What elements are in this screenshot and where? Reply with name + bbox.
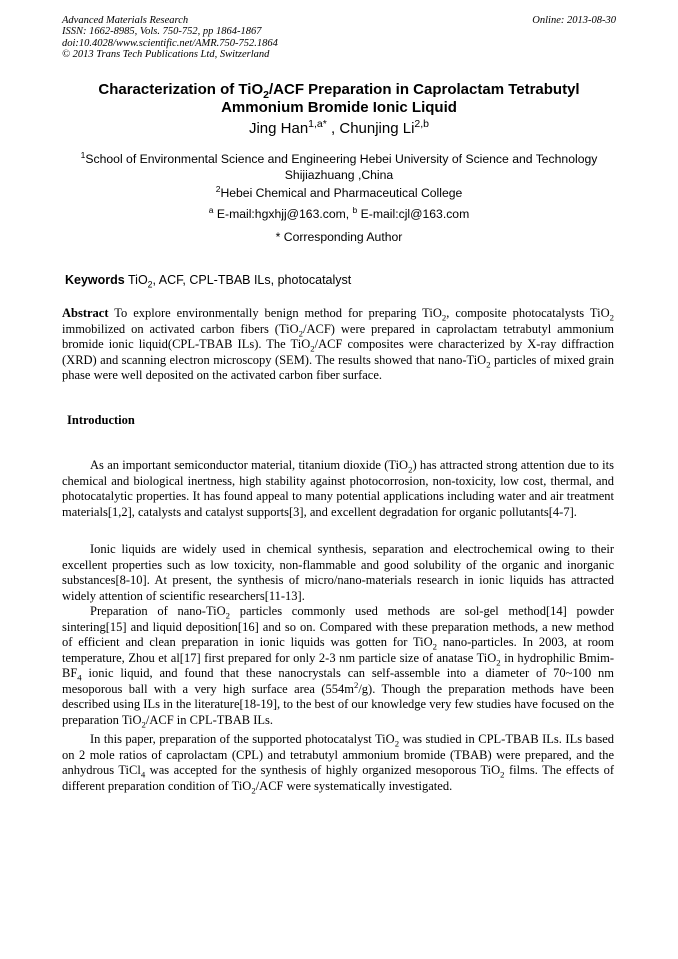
keywords: Keywords TiO$_2$, ACF, CPL-TBAB ILs, photocatalyst	[65, 273, 352, 290]
abstract-label: Abstract	[62, 306, 109, 320]
keywords-label: Keywords	[65, 273, 125, 287]
introduction-heading: Introduction	[67, 413, 135, 427]
paper-title	[60, 81, 618, 116]
intro-paragraph-4: In this paper, preparation of the supported photocatalyst TiO$_2$ was studied in CPL-TBAB ILs. ILs based on 2 mole ratios of caprolactam (CPL) and tetrabutyl ammonium bromide (TBAB) were prepared, and the anhydrous TiCl$_4$ was accepted for the synthesis of highly organized mesoporous TiO$_2$ films. The effects of different preparation condition of TiO$_2$/ACF were systematically investigated.	[62, 732, 615, 795]
author-1: Jing Han	[248, 120, 309, 137]
copyright-line: © 2013 Trans Tech Publications Ltd, Switzerland	[62, 48, 270, 60]
intro-paragraph-1: As an important semiconductor material, titanium dioxide (TiO$_2$) has attracted strong attention due to its chemical and biological inertness, high stability against photocorrosion, non-toxicity, low cost, thermal, and photocatalytic properties. It has found appeal to many potential applications including water and air treatment materials[1,2], catalysts and catalyst supports[3], and excellent degradation for organic pollutants[4-7].	[62, 458, 614, 519]
author-emails: $^a$ E-mail:hgxhjj@163.com, $^b$ E-mail:cjl@163.com	[208, 204, 470, 221]
abstract: Abstract To explore environmentally benign method for preparing TiO$_2$, composite photocatalysts TiO$_2$ immobilized on activated carbon fibers (TiO$_2$/ACF) were prepared in caprolactam tetrabutyl ammonium bromide ionic liquid(CPL-TBAB ILs). The TiO$_2$/ACF composites were characterized by X-ray diffraction (XRD) and scanning electron microscopy (SEM). The results showed that nano-TiO$_2$ particles of mixed grain phase were well deposited on the activated carbon fiber surface.	[62, 306, 615, 382]
journal-name: Advanced Materials Research	[62, 15, 189, 26]
email-b: E-mail:cjl@163.com	[357, 207, 470, 221]
journal-header	[62, 15, 278, 60]
intro-paragraph-3: Preparation of nano-TiO$_2$ particles commonly used methods are sol-gel method[14] powder sintering[15] and liquid deposition[16] and so on. Compared with these preparation methods, a new method of efficient and clean preparation in ionic liquids was gotten for TiO$_2$ nano-particles. In 2003, at room temperature, Zhou et al[17] first prepared for only 2-3 nm particle size of anatase TiO$_2$ in hydrophilic Bmim-$BF_4$ ionic liquid, and found that these nanocrystals can self-assemble into a diameter of 70~100 nm mesoporous ball with a very high surface area $(554m^2/g)$. Though the preparation methods have been described using ILs in the literature[18-19], to the best of our knowledge very few studies have focused on the preparation TiO$_2$/ACF in CPL-TBAB ILs.	[62, 604, 614, 729]
affiliation-2: $^2$Hebei Chemical and Pharmaceutical College	[215, 183, 463, 200]
corresponding-author-note: * Corresponding Author	[275, 230, 403, 244]
authors: Jing Han$^{1,a*}$ , Chunjing Li$^{2,b}$	[248, 118, 430, 137]
author-1-affiliation: 1,a*	[308, 118, 327, 130]
author-2-affiliation: 2,b	[414, 118, 430, 130]
doi-line: doi:10.4028/www.scientific.net/AMR.750-752.1864	[62, 37, 278, 49]
title-line-1: Characterization of TiO$_2$/ACF Preparation in Caprolactam Tetrabutyl	[98, 81, 580, 101]
email-a: E-mail:hgxhjj@163.com,	[213, 207, 353, 221]
title-line-2: Ammonium Bromide Ionic Liquid	[221, 98, 457, 116]
online-date: Online: 2013-08-30	[532, 15, 616, 26]
issn-line: ISSN: 1662-8985, Vols. 750-752, pp 1864-1867	[62, 26, 262, 38]
intro-paragraph-2: Ionic liquids are widely used in chemical synthesis, separation and electrochemical owing to their excellent properties such as low toxicity, non-flammable and good solubility of the organic and inorganic substances[8-10]. At present, the synthesis of micro/nano-materials research in ionic liquids has attracted widely attention of scientific researchers[11-13].	[62, 542, 614, 603]
affiliation-1: $^1$School of Environmental Science and Engineering Hebei University of Science and Technology Shijiazhuang ,China	[80, 149, 598, 182]
author-2: Chunjing Li	[339, 120, 415, 137]
